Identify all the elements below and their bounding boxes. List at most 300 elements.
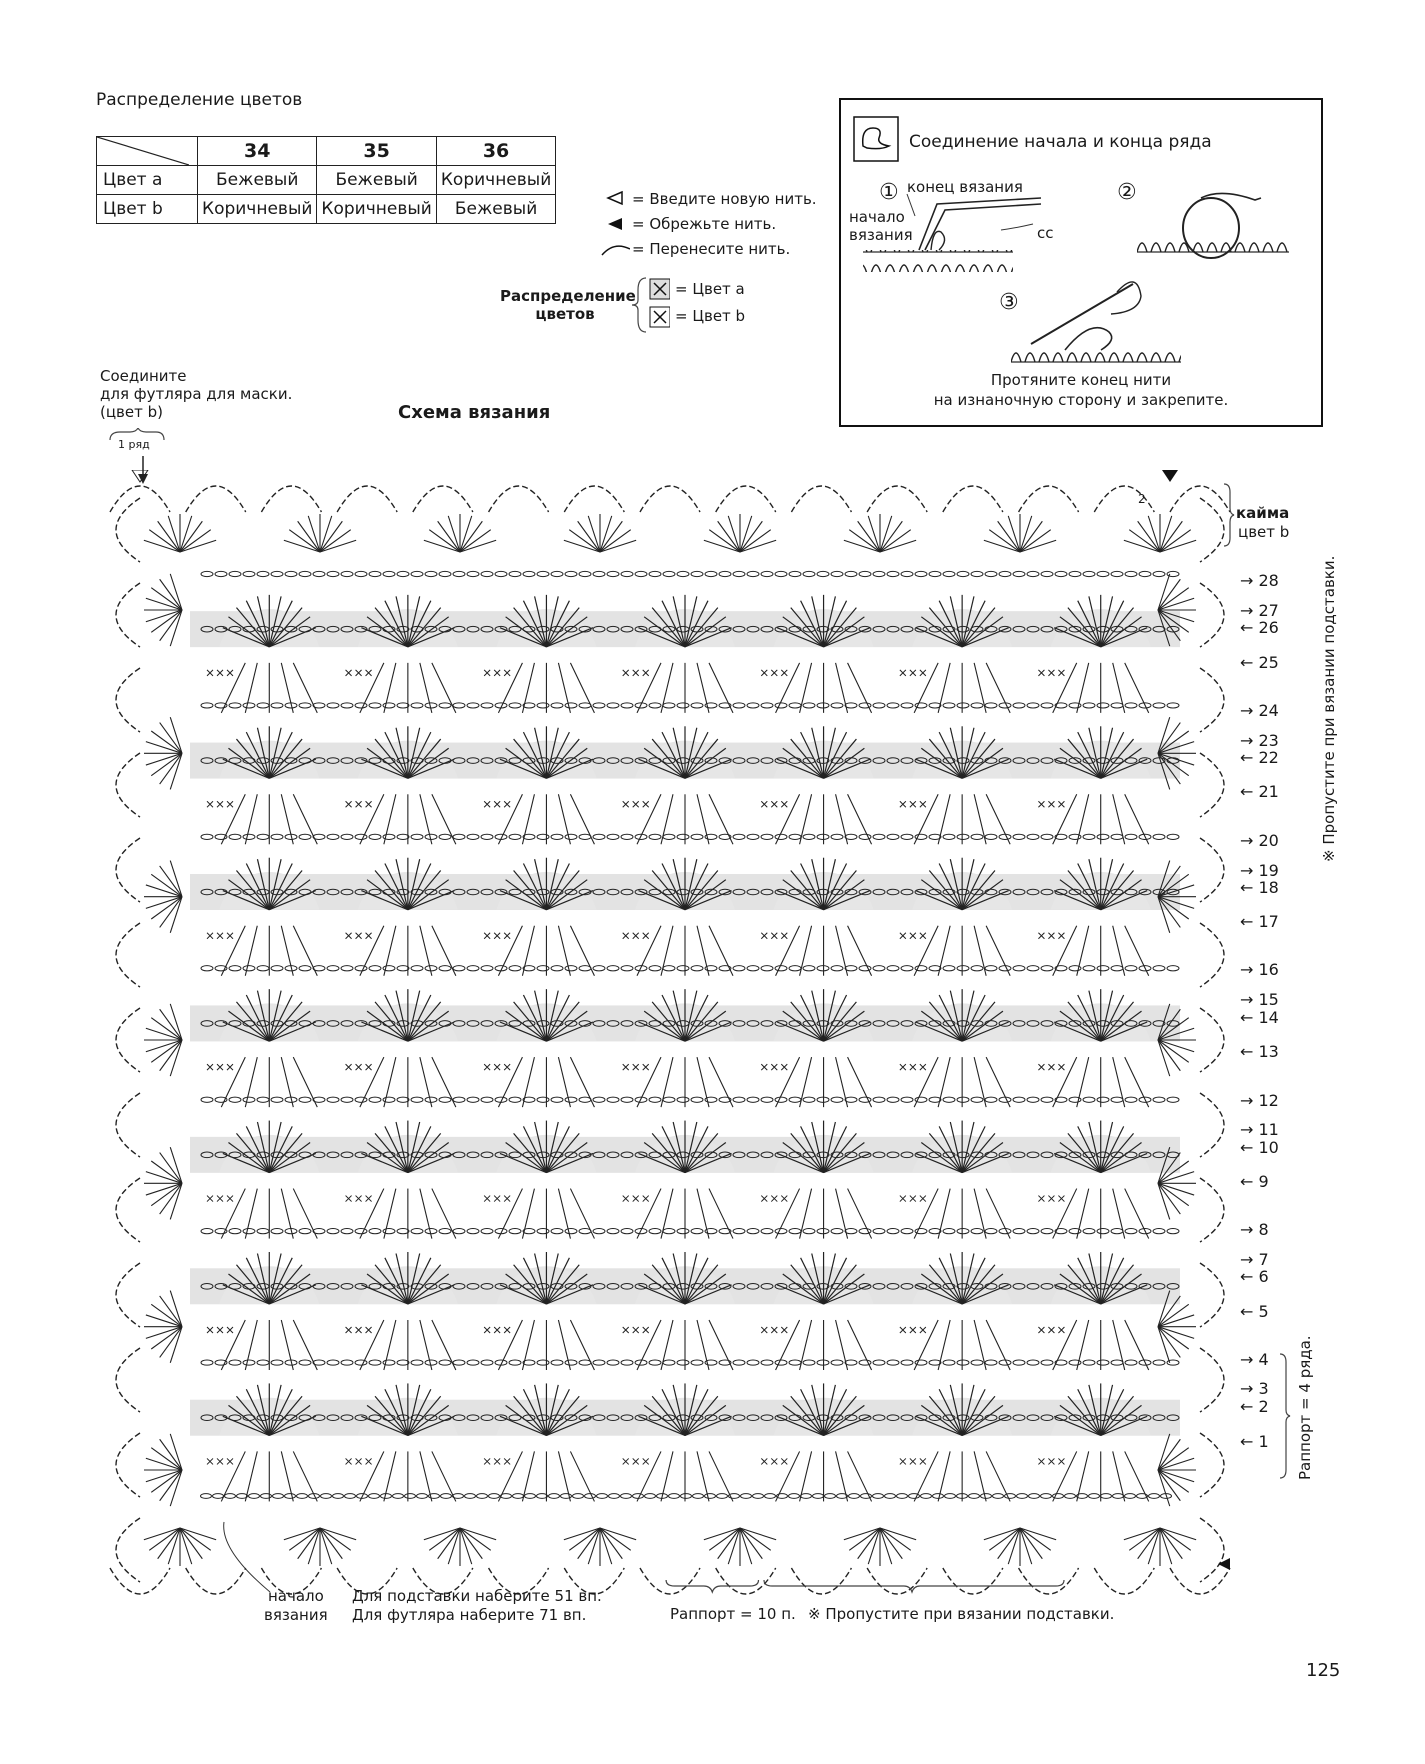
v-stitch	[986, 794, 1010, 844]
chain-stitch	[859, 834, 871, 839]
v-stitch	[836, 1057, 848, 1107]
v-stitch	[1053, 1189, 1077, 1239]
border-fan-stitch	[320, 516, 332, 552]
border-fan-stitch	[740, 1528, 752, 1564]
border-fan-stitch	[460, 1528, 496, 1540]
chain-stitch	[467, 703, 479, 708]
chain-stitch	[845, 834, 857, 839]
v-stitch	[498, 1320, 522, 1370]
border-fan-stitch	[1160, 1528, 1182, 1559]
chain-stitch	[1013, 571, 1025, 576]
foundation-chain	[861, 1494, 872, 1499]
sc-stitch	[217, 1196, 223, 1202]
border-fan-stitch	[160, 1183, 182, 1214]
border-fan-stitch	[1158, 1439, 1180, 1470]
chain-stitch	[565, 1360, 577, 1365]
sc-stitch	[643, 801, 649, 807]
sc-stitch	[494, 670, 500, 676]
border-fan-stitch	[151, 1470, 182, 1492]
sc-stitch	[761, 1327, 767, 1333]
border-scallop	[867, 486, 927, 512]
sc-stitch	[346, 670, 352, 676]
chain-stitch	[1069, 571, 1081, 576]
bottom-start-2: вязания	[264, 1606, 328, 1624]
border-fan-stitch	[1158, 574, 1170, 610]
v-stitch	[709, 1320, 733, 1370]
legend-carry-yarn: = Перенесите нить.	[632, 240, 791, 258]
border-fan-stitch	[160, 1439, 182, 1470]
sc-stitch	[504, 801, 510, 807]
chain-stitch	[1125, 703, 1137, 708]
chain-stitch	[1069, 966, 1081, 971]
border-scallop	[261, 486, 321, 512]
sc-stitch	[494, 1064, 500, 1070]
cell: Коричневый	[198, 195, 317, 224]
start-label-1: начало	[849, 208, 905, 226]
v-stitch	[221, 1320, 245, 1370]
chain-stitch	[285, 571, 297, 576]
sc-stitch	[346, 1196, 352, 1202]
border-scallop	[1094, 1568, 1154, 1594]
chain-stitch	[747, 1360, 759, 1365]
chain-stitch	[593, 1229, 605, 1234]
sc-stitch	[217, 933, 223, 939]
chain-stitch	[593, 966, 605, 971]
v-stitch	[432, 663, 456, 713]
chain-stitch	[635, 571, 647, 576]
join-caption-1: Протяните конец нити	[990, 371, 1172, 389]
chain-stitch	[369, 1360, 381, 1365]
border-fan-stitch	[600, 540, 636, 552]
row-label-21: ← 21	[1240, 782, 1279, 801]
foundation-chain	[345, 1494, 356, 1499]
v-stitch	[432, 1057, 456, 1107]
sc-stitch	[366, 1458, 372, 1464]
chain-stitch	[873, 834, 885, 839]
border-scallop	[943, 486, 1003, 512]
bottom-skip: ※ Пропустите при вязании подставки.	[808, 1605, 1115, 1623]
chain-stitch	[565, 834, 577, 839]
chain-stitch	[271, 1229, 283, 1234]
sc-stitch	[366, 1196, 372, 1202]
border-fan-stitch	[1008, 516, 1020, 552]
chain-stitch	[691, 571, 703, 576]
chain-stitch	[831, 1229, 843, 1234]
chain-stitch	[313, 1360, 325, 1365]
chain-stitch	[775, 966, 787, 971]
sc-stitch	[227, 1196, 233, 1202]
chain-stitch	[537, 1097, 549, 1102]
border-fan-stitch	[180, 1528, 192, 1564]
border-fan-stitch	[438, 1528, 460, 1559]
sc-stitch	[643, 1458, 649, 1464]
sc-stitch	[910, 1458, 916, 1464]
sc-stitch	[207, 801, 213, 807]
chain-stitch	[943, 834, 955, 839]
chain-stitch	[523, 834, 535, 839]
chain-stitch	[901, 571, 913, 576]
chain-stitch	[1153, 571, 1165, 576]
chain-stitch	[621, 834, 633, 839]
chain-stitch	[789, 571, 801, 576]
foundation-chain	[513, 1494, 524, 1499]
chain-stitch	[803, 1229, 815, 1234]
chain-stitch	[565, 1229, 577, 1234]
chain-stitch	[957, 1229, 969, 1234]
chain-stitch	[803, 571, 815, 576]
sc-stitch	[643, 670, 649, 676]
sc-stitch	[1048, 1064, 1054, 1070]
foundation-chain	[201, 1494, 212, 1499]
border-fan-stitch	[151, 753, 182, 775]
row-label-9: ← 9	[1240, 1172, 1269, 1191]
border-fan-stitch	[1160, 1528, 1191, 1550]
chain-stitch	[313, 571, 325, 576]
chain-stitch	[383, 1229, 395, 1234]
v-stitch	[1053, 1320, 1077, 1370]
foundation-chain	[561, 1494, 572, 1499]
distribution-b: = Цвет b	[675, 307, 746, 325]
chain-stitch	[817, 966, 829, 971]
chain-stitch	[1083, 1097, 1095, 1102]
v-stitch	[974, 1057, 986, 1107]
chain-stitch	[271, 571, 283, 576]
chain-stitch	[873, 1229, 885, 1234]
border-fan-stitch	[1160, 1528, 1196, 1540]
border-fan-stitch	[740, 1528, 771, 1550]
chain-stitch	[579, 571, 591, 576]
chain-stitch	[1125, 1229, 1137, 1234]
chain-stitch	[201, 834, 213, 839]
sc-stitch	[623, 1458, 629, 1464]
border-scallop	[716, 486, 776, 512]
chain-stitch	[985, 1360, 997, 1365]
border-fan-stitch	[1158, 579, 1180, 610]
border-fan-stitch	[1138, 1528, 1160, 1559]
chain-stitch	[803, 1097, 815, 1102]
border-scallop	[1200, 1093, 1224, 1157]
foundation-chain	[945, 1494, 956, 1499]
join-caption-2: на изнаночную сторону и закрепите.	[933, 391, 1229, 409]
border-fan-stitch	[1020, 1528, 1032, 1564]
border-fan-stitch	[170, 1470, 182, 1506]
foundation-chain	[489, 1494, 500, 1499]
chain-stitch	[467, 834, 479, 839]
v-stitch	[938, 794, 950, 844]
border-fan-stitch	[146, 753, 182, 765]
chain-stitch	[243, 834, 255, 839]
border-scallop	[116, 1093, 140, 1157]
chain-stitch	[915, 966, 927, 971]
border-fan-stitch	[320, 521, 342, 552]
left-note-3: (цвет b)	[100, 403, 164, 421]
sc-stitch	[633, 1458, 639, 1464]
v-stitch	[498, 1189, 522, 1239]
border-fan-stitch	[1129, 1528, 1160, 1550]
border-fan-stitch	[718, 1528, 740, 1559]
carry-yarn-icon	[602, 246, 630, 255]
chain-stitch	[537, 703, 549, 708]
chain-stitch	[1125, 834, 1137, 839]
chain-stitch	[775, 571, 787, 576]
border-fan-stitch	[989, 530, 1020, 552]
step-1: ①	[879, 180, 899, 205]
chain-stitch	[1083, 703, 1095, 708]
chain-stitch	[677, 571, 689, 576]
chain-stitch	[481, 1360, 493, 1365]
border-fan-stitch	[146, 1040, 182, 1052]
border-fan-stitch	[1020, 516, 1032, 552]
border-scallop	[1200, 1263, 1224, 1327]
border-fan-stitch	[160, 610, 182, 641]
v-stitch	[914, 1057, 938, 1107]
chain-stitch	[593, 1360, 605, 1365]
chain-stitch	[467, 571, 479, 576]
v-stitch	[522, 1320, 534, 1370]
chain-stitch	[411, 571, 423, 576]
border-fan-stitch	[600, 1528, 636, 1540]
chain-stitch	[397, 1097, 409, 1102]
chain-stitch	[1097, 966, 1109, 971]
chain-stitch	[327, 1097, 339, 1102]
border-fan-stitch	[1158, 1470, 1194, 1482]
chain-stitch	[201, 1360, 213, 1365]
sc-stitch	[494, 1458, 500, 1464]
chain-stitch	[957, 1360, 969, 1365]
border-fan-stitch	[740, 530, 771, 552]
v-stitch	[986, 1189, 1010, 1239]
chain-stitch	[1153, 834, 1165, 839]
chain-stitch	[257, 1229, 269, 1234]
v-stitch	[384, 926, 396, 976]
chain-stitch	[873, 571, 885, 576]
v-stitch	[836, 1320, 848, 1370]
chain-stitch	[733, 966, 745, 971]
color-table-title: Распределение цветов	[96, 90, 303, 110]
chain-stitch	[593, 571, 605, 576]
border-fan-stitch	[1158, 1315, 1194, 1327]
sc-stitch	[920, 670, 926, 676]
chain-stitch	[1027, 1360, 1039, 1365]
border-fan-stitch	[158, 1528, 180, 1559]
border-fan-stitch	[146, 1327, 182, 1339]
chain-stitch	[1013, 1097, 1025, 1102]
foundation-chain	[825, 1494, 836, 1499]
border-fan-stitch	[170, 1183, 182, 1219]
chain-stitch	[845, 1097, 857, 1102]
bottom-repeat: Раппорт = 10 п.	[670, 1605, 796, 1623]
foundation-chain	[693, 1494, 704, 1499]
foundation-chain	[1065, 1494, 1076, 1499]
border-scallop	[116, 668, 140, 732]
sc-stitch	[207, 1064, 213, 1070]
chain-stitch	[411, 1229, 423, 1234]
border-fan-stitch	[1158, 1327, 1170, 1363]
v-stitch	[848, 794, 872, 844]
foundation-chain	[933, 1494, 944, 1499]
distribution-title-1: Распределение	[500, 287, 636, 305]
chain-stitch	[439, 1360, 451, 1365]
chain-stitch	[1097, 1229, 1109, 1234]
chain-stitch	[467, 1229, 479, 1234]
chain-stitch	[621, 703, 633, 708]
chain-stitch	[957, 1097, 969, 1102]
border-fan-stitch	[1124, 1528, 1160, 1540]
chain-stitch	[845, 571, 857, 576]
chain-stitch	[551, 834, 563, 839]
border-fan-stitch	[998, 1528, 1020, 1559]
border-fan-stitch	[578, 1528, 600, 1559]
chain-stitch	[1083, 571, 1095, 576]
crochet-chart	[100, 470, 1240, 1610]
v-stitch	[498, 794, 522, 844]
chain-stitch	[299, 571, 311, 576]
chain-stitch	[299, 1360, 311, 1365]
chain-stitch	[999, 1229, 1011, 1234]
chain-stitch	[439, 1229, 451, 1234]
border-fan-stitch	[1124, 540, 1160, 552]
v-stitch	[420, 794, 432, 844]
border-fan-stitch	[1158, 1040, 1189, 1062]
border-fan-stitch	[1158, 1172, 1194, 1184]
chain-stitch	[1013, 1229, 1025, 1234]
foundation-chain	[645, 1494, 656, 1499]
chain-stitch	[243, 1097, 255, 1102]
chain-stitch	[943, 571, 955, 576]
chain-stitch	[887, 1229, 899, 1234]
border-fan-stitch	[158, 521, 180, 552]
border-fan-stitch	[1158, 598, 1194, 610]
foundation-chain	[333, 1494, 344, 1499]
border-fan-stitch	[1158, 1470, 1170, 1506]
chain-stitch	[383, 703, 395, 708]
border-fan-stitch	[180, 540, 216, 552]
v-stitch	[914, 1189, 938, 1239]
chain-stitch	[1167, 966, 1179, 971]
chain-stitch	[901, 1360, 913, 1365]
sc-stitch	[781, 801, 787, 807]
distribution-title-2: цветов	[535, 305, 595, 323]
chain-stitch	[761, 1097, 773, 1102]
bottom-start-1: начало	[268, 1587, 324, 1605]
foundation-chain	[1101, 1494, 1112, 1499]
chain-stitch	[817, 834, 829, 839]
v-stitch	[522, 794, 534, 844]
border-color: цвет b	[1238, 523, 1290, 541]
chain-stitch	[999, 1360, 1011, 1365]
chain-stitch	[551, 1229, 563, 1234]
border-fan-stitch	[1020, 540, 1056, 552]
v-stitch	[836, 794, 848, 844]
foundation-chain	[849, 1494, 860, 1499]
border-fan-stitch	[858, 521, 880, 552]
chain-stitch	[691, 966, 703, 971]
border-fan-stitch	[146, 598, 182, 610]
chain-stitch	[817, 1097, 829, 1102]
row-label-13: ← 13	[1240, 1042, 1279, 1061]
chain-stitch	[957, 834, 969, 839]
chain-stitch	[1013, 703, 1025, 708]
chain-stitch	[593, 834, 605, 839]
color-table	[96, 136, 556, 224]
border-scallop	[116, 498, 140, 562]
chain-stitch	[691, 1360, 703, 1365]
border-fan-stitch	[1020, 1528, 1042, 1559]
chain-stitch	[817, 571, 829, 576]
sc-stitch	[217, 670, 223, 676]
sc-stitch	[494, 1327, 500, 1333]
border-fan-stitch	[704, 1528, 740, 1540]
sc-stitch	[207, 933, 213, 939]
v-stitch	[360, 1189, 384, 1239]
chain-stitch	[383, 834, 395, 839]
sc-stitch	[484, 1196, 490, 1202]
chain-stitch	[425, 571, 437, 576]
chain-stitch	[775, 1360, 787, 1365]
row-label-11: → 11	[1240, 1120, 1279, 1139]
chain-stitch	[299, 703, 311, 708]
chain-stitch	[243, 703, 255, 708]
sc-stitch	[1048, 1458, 1054, 1464]
chain-stitch	[1167, 1229, 1179, 1234]
border-fan-stitch	[170, 1291, 182, 1327]
sc-stitch	[1038, 1064, 1044, 1070]
sc-stitch	[1048, 670, 1054, 676]
chain-stitch	[705, 571, 717, 576]
chain-stitch	[327, 1360, 339, 1365]
border-fan-stitch	[180, 1528, 211, 1550]
chain-stitch	[523, 703, 535, 708]
sc-stitch	[633, 801, 639, 807]
left-note-1: Соедините	[100, 367, 187, 385]
foundation-chain	[297, 1494, 308, 1499]
chain-stitch	[313, 703, 325, 708]
border-scallop	[116, 583, 140, 647]
v-stitch	[836, 1189, 848, 1239]
chain-stitch	[1153, 1229, 1165, 1234]
v-stitch	[986, 1320, 1010, 1370]
chain-stitch	[649, 703, 661, 708]
chain-stitch	[1097, 1360, 1109, 1365]
sc-stitch	[207, 670, 213, 676]
chain-stitch	[383, 571, 395, 576]
border-fan-stitch	[1008, 1528, 1020, 1564]
border-scallop	[1200, 1518, 1224, 1582]
border-fan-stitch	[151, 588, 182, 610]
border-fan-stitch	[1158, 1183, 1180, 1214]
sc-stitch	[1058, 1458, 1064, 1464]
v-stitch	[384, 794, 396, 844]
sc-stitch	[771, 1327, 777, 1333]
border-fan-stitch	[880, 1528, 902, 1559]
chain-stitch	[999, 703, 1011, 708]
chain-stitch	[831, 966, 843, 971]
chain-stitch	[565, 1097, 577, 1102]
chain-stitch	[775, 1097, 787, 1102]
border-fan-stitch	[146, 610, 182, 622]
v-stitch	[974, 1189, 986, 1239]
border-fan-stitch	[320, 1528, 332, 1564]
border-fan-stitch	[146, 885, 182, 897]
chain-stitch	[453, 1360, 465, 1365]
chain-stitch	[915, 834, 927, 839]
chain-stitch	[775, 1229, 787, 1234]
border-fan-stitch	[1158, 1470, 1189, 1492]
sc-stitch	[623, 1196, 629, 1202]
border-fan-stitch	[460, 1528, 491, 1550]
border-fan-stitch	[1148, 1528, 1160, 1564]
chain-stitch	[411, 966, 423, 971]
